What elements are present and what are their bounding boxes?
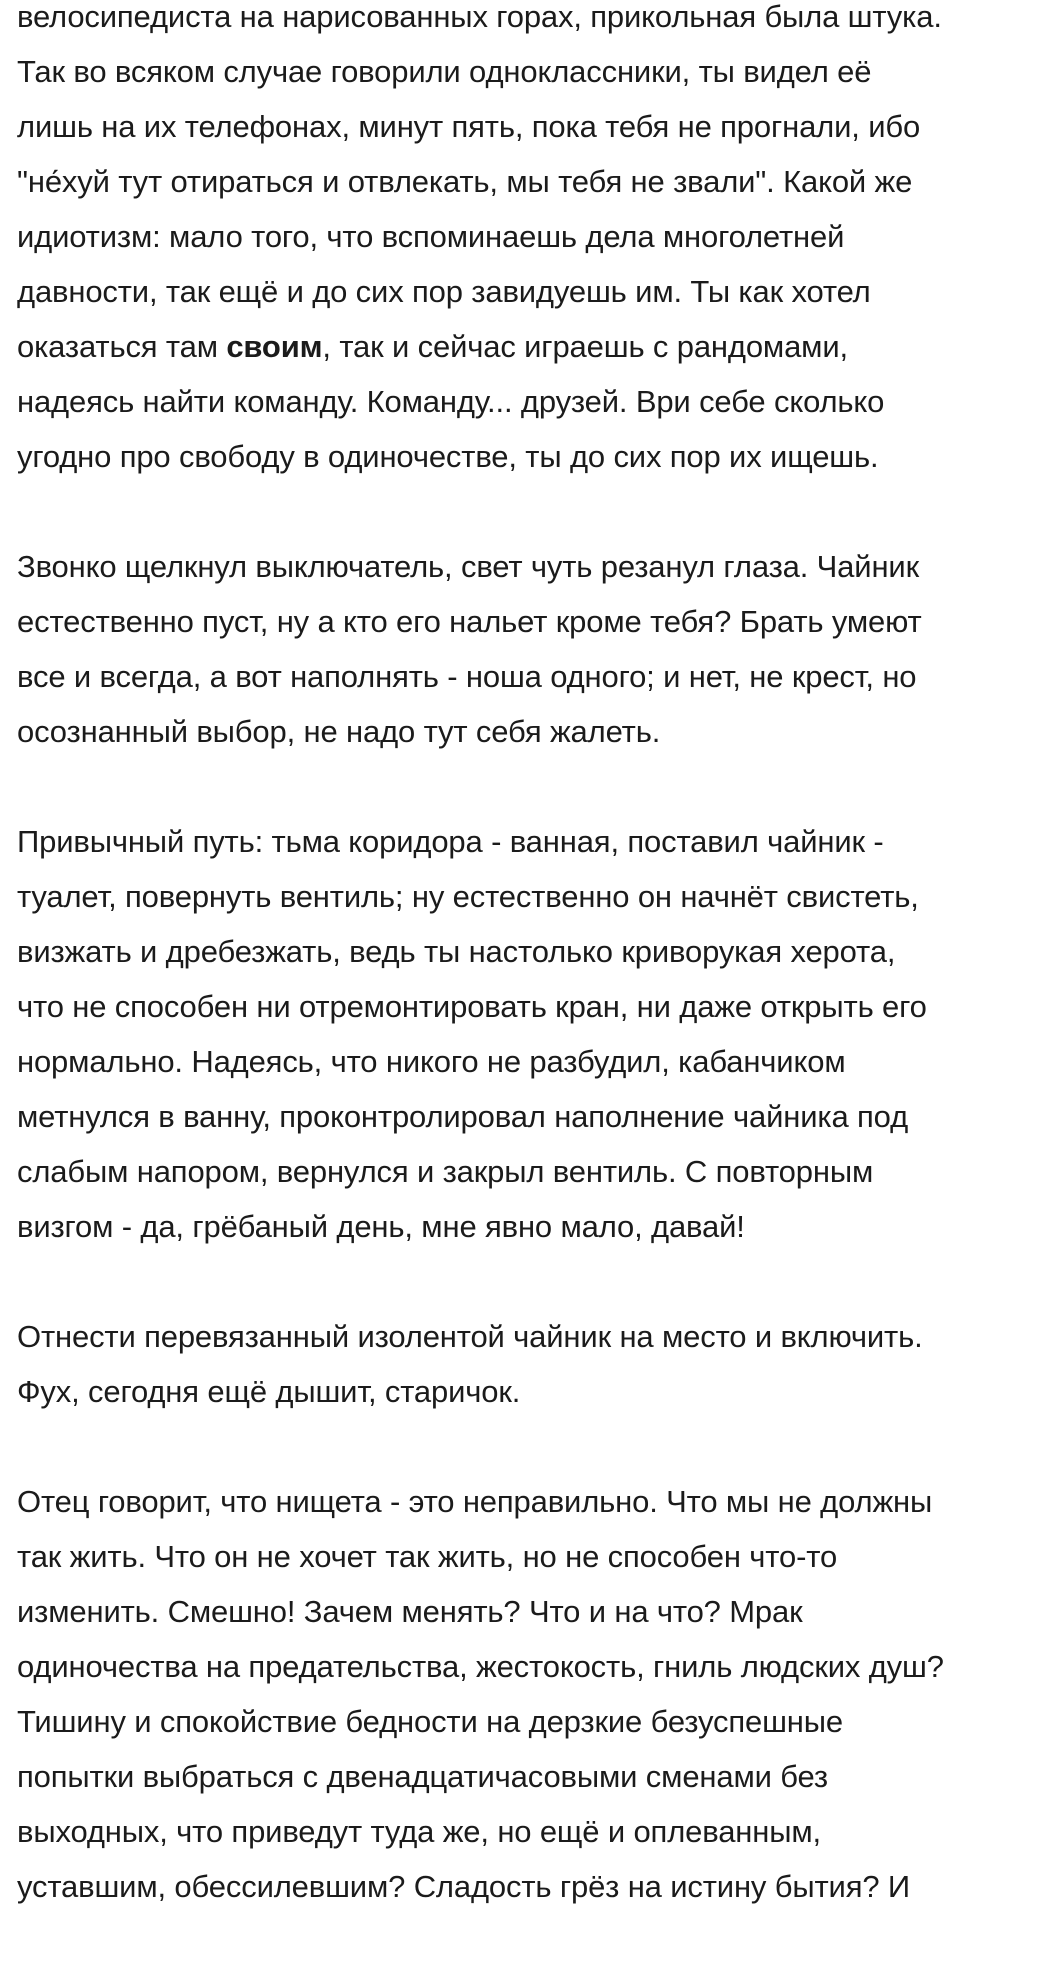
text-line [17, 1694, 1047, 1749]
text-run: нормально. Надеясь, что никого не разбудил, кабанчиком [17, 1044, 846, 1079]
text-line [17, 154, 1047, 209]
text-line [17, 1749, 1047, 1804]
text-line [17, 209, 1047, 264]
text-line [17, 1089, 1047, 1144]
text-run: оказаться там [17, 329, 227, 364]
text-line [17, 429, 1047, 484]
paragraph [17, 1474, 1047, 1914]
text-run: угодно про свободу в одиночестве, ты до сих пор их ищешь. [17, 439, 879, 474]
text-line [17, 1144, 1047, 1199]
text-run: одиночества на предательства, жестокость, гниль людских душ? [17, 1649, 944, 1684]
text-run: слабым напором, вернулся и закрыл вентиль. С повторным [17, 1154, 874, 1189]
text-line [17, 979, 1047, 1034]
text-run: Так во всяком случае говорили одноклассники, ты видел её [17, 54, 872, 89]
text-run: осознанный выбор, не надо тут себя жалеть. [17, 714, 661, 749]
text-line [17, 1859, 1047, 1914]
text-run: надеясь найти команду. Команду... друзей. Ври себе сколько [17, 384, 885, 419]
text-line [17, 1199, 1047, 1254]
text-line [17, 924, 1047, 979]
text-run: что не способен ни отремонтировать кран, ни даже открыть его [17, 989, 927, 1024]
emphasized-word: своим [226, 329, 323, 364]
text-run: велосипедиста на нарисованных горах, прикольная была штука. [17, 0, 942, 34]
text-run: визжать и дребезжать, ведь ты настолько криворукая херота, [17, 934, 896, 969]
text-run: туалет, повернуть вентиль; ну естественно он начнёт свистеть, [17, 879, 919, 914]
text-run: изменить. Смешно! Зачем менять? Что и на что? Мрак [17, 1594, 803, 1629]
text-run: Тишину и спокойствие бедности на дерзкие безуспешные [17, 1704, 843, 1739]
text-run: уставшим, обессилевшим? Сладость грёз на истину бытия? И [17, 1869, 911, 1904]
text-line [17, 814, 1047, 869]
paragraph [17, 539, 1047, 759]
text-line [17, 539, 1047, 594]
text-run: , так и сейчас играешь с рандомами, [322, 329, 848, 364]
text-line [17, 1804, 1047, 1859]
text-line [17, 1639, 1047, 1694]
text-run: так жить. Что он не хочет так жить, но не способен что-то [17, 1539, 838, 1574]
text-run: Отец говорит, что нищета - это неправильно. Что мы не должны [17, 1484, 933, 1519]
text-line [17, 649, 1047, 704]
text-run: естественно пуст, ну а кто его нальет кроме тебя? Брать умеют [17, 604, 922, 639]
text-run: идиотизм: мало того, что вспоминаешь дела многолетней [17, 219, 845, 254]
text-run: лишь на их телефонах, минут пять, пока тебя не прогнали, ибо [17, 109, 921, 144]
paragraph [17, 814, 1047, 1254]
text-line [17, 869, 1047, 924]
text-run: выходных, что приведут туда же, но ещё и оплеванным, [17, 1814, 821, 1849]
text-line [17, 1034, 1047, 1089]
story-text [17, 0, 1047, 1969]
text-line [17, 704, 1047, 759]
text-run: все и всегда, а вот наполнять - ноша одного; и нет, не крест, но [17, 659, 917, 694]
text-line [17, 99, 1047, 154]
text-line [17, 264, 1047, 319]
text-run: метнулся в ванну, проконтролировал наполнение чайника под [17, 1099, 909, 1134]
text-run: Привычный путь: тьма коридора - ванная, поставил чайник - [17, 824, 884, 859]
text-run: попытки выбраться с двенадцатичасовыми сменами без [17, 1759, 828, 1794]
text-line [17, 1364, 1047, 1419]
paragraph [17, 1309, 1047, 1419]
text-line [17, 374, 1047, 429]
text-line [17, 0, 1047, 44]
text-line [17, 594, 1047, 649]
text-run: Отнести перевязанный изолентой чайник на место и включить. [17, 1319, 923, 1354]
text-run: Фух, сегодня ещё дышит, старичок. [17, 1374, 521, 1409]
text-line [17, 1474, 1047, 1529]
text-line [17, 44, 1047, 99]
paragraph [17, 0, 1047, 484]
text-line [17, 1309, 1047, 1364]
text-line [17, 1584, 1047, 1639]
text-run: давности, так ещё и до сих пор завидуешь им. Ты как хотел [17, 274, 871, 309]
text-run: "не́хуй тут отираться и отвлекать, мы тебя не звали". Какой же [17, 164, 913, 199]
text-run: Звонко щелкнул выключатель, свет чуть резанул глаза. Чайник [17, 549, 919, 584]
text-run: визгом - да, грёбаный день, мне явно мало, давай! [17, 1209, 745, 1244]
text-line [17, 319, 1047, 374]
text-line [17, 1529, 1047, 1584]
